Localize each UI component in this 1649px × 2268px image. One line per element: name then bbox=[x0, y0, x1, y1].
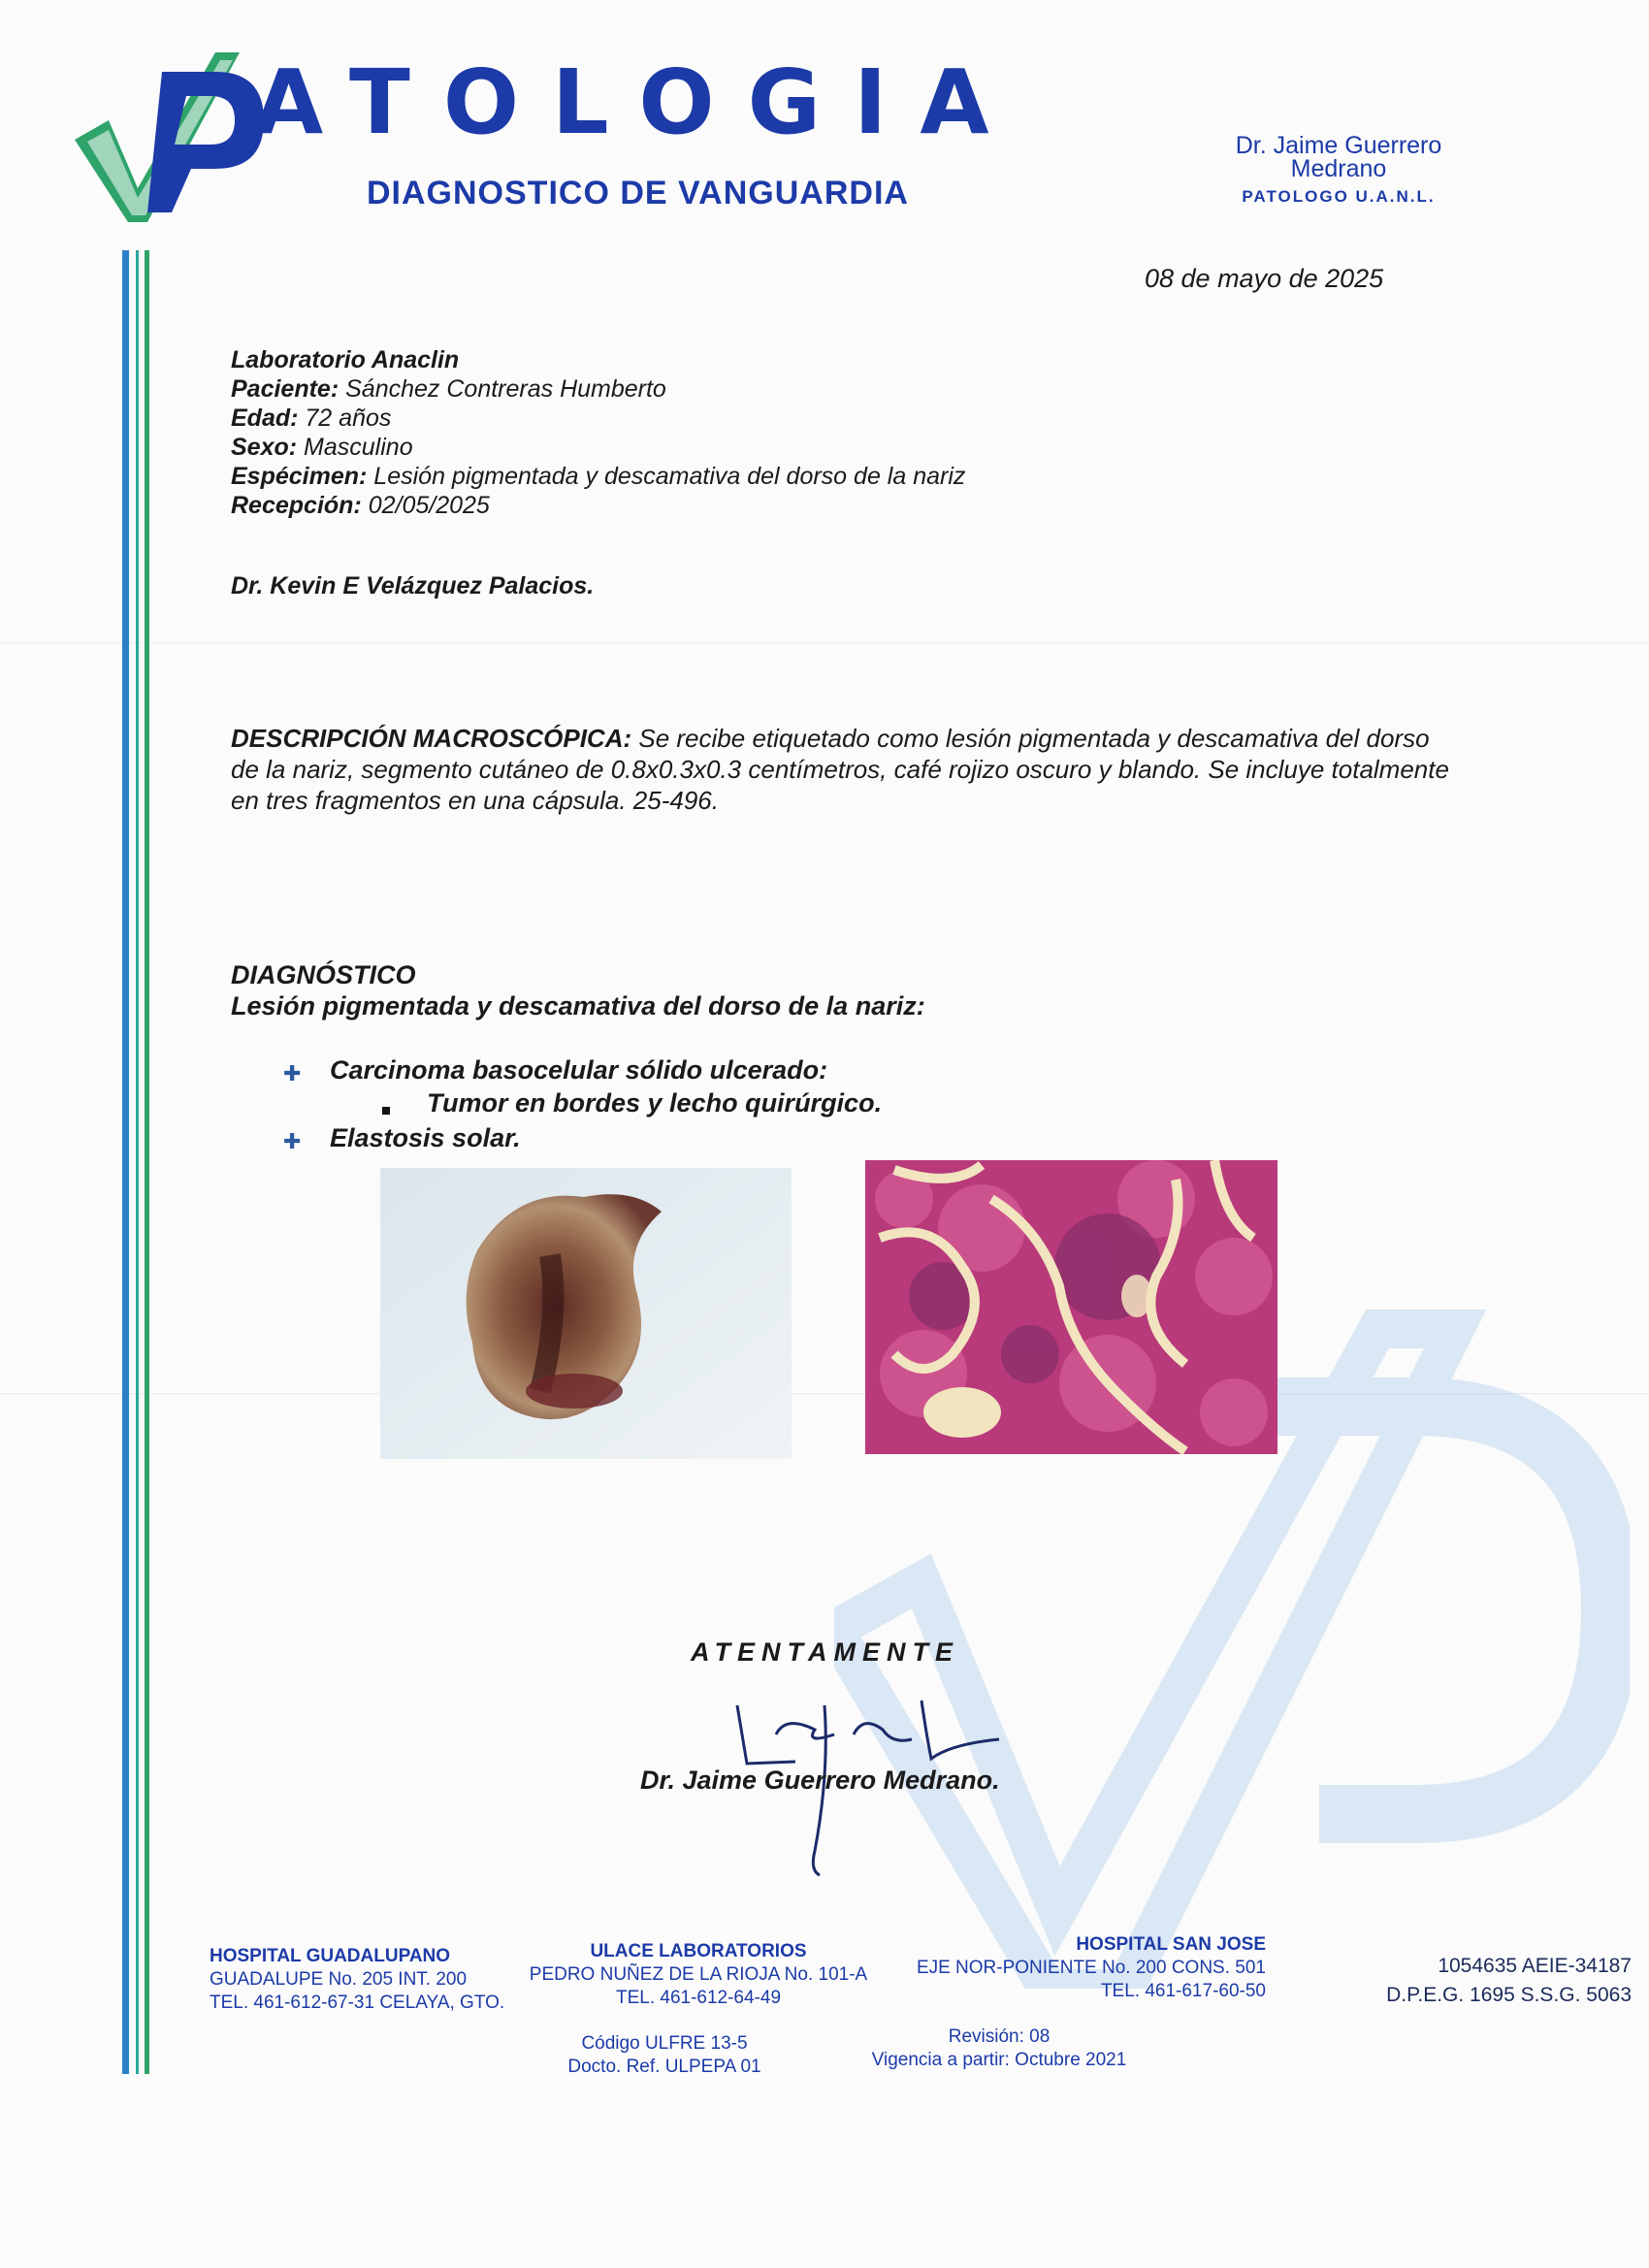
brand-tagline: DIAGNOSTICO DE VANGUARDIA bbox=[367, 175, 909, 211]
footer-validity: Vigencia a partir: Octubre 2021 bbox=[871, 2050, 1127, 2070]
arrow-bullet-icon: ✚ bbox=[283, 1129, 302, 1153]
pathologist-name-line2: Medrano bbox=[1290, 155, 1387, 182]
diagnosis-title: DIAGNÓSTICO bbox=[231, 960, 416, 989]
specimen-photo bbox=[380, 1168, 792, 1459]
patient-label: Paciente: bbox=[231, 375, 340, 403]
patologia-logo-icon bbox=[70, 43, 264, 227]
arrow-bullet-icon: ✚ bbox=[283, 1061, 302, 1085]
margin-bar bbox=[122, 250, 129, 2074]
age-label: Edad: bbox=[231, 405, 299, 432]
patient-row bbox=[231, 374, 965, 404]
reception-value: 02/05/2025 bbox=[368, 492, 490, 519]
footer-hospital2-name: HOSPITAL SAN JOSE bbox=[1076, 1934, 1266, 1955]
sex-label: Sexo: bbox=[231, 434, 298, 461]
diagnosis-item-2: Elastosis solar. bbox=[330, 1123, 521, 1152]
paper-fold bbox=[0, 642, 1649, 645]
age-row bbox=[231, 404, 965, 433]
footer-revision bbox=[844, 2025, 1154, 2072]
macroscopic-description bbox=[231, 723, 1453, 816]
footer-document-code bbox=[524, 2032, 805, 2079]
histology-photo bbox=[865, 1160, 1277, 1454]
pathologist-name bbox=[1135, 134, 1542, 180]
signatory-name: Dr. Jaime Guerrero Medrano. bbox=[640, 1766, 1000, 1795]
footer-code: Código ULFRE 13-5 bbox=[581, 2033, 748, 2054]
brand-name: ATOLOGIA bbox=[254, 50, 1022, 154]
footer-revision-number: Revisión: 08 bbox=[948, 2026, 1051, 2047]
margin-bar bbox=[145, 250, 149, 2074]
pathologist-title: PATOLOGO U.A.N.L. bbox=[1242, 187, 1436, 206]
footer-registration-1: 1054635 AEIE-34187 bbox=[1438, 1955, 1632, 1977]
referring-doctor: Dr. Kevin E Velázquez Palacios. bbox=[231, 572, 595, 599]
sex-row bbox=[231, 433, 965, 462]
footer-hospital1-address: GUADALUPE No. 205 INT. 200 bbox=[210, 1969, 468, 1990]
macroscopic-text: Se recibe etiquetado como lesión pigmentada y descamativa del dorso de la nariz, segmento cutáneo de 0.8x0.3x0.3 centímetros, café rojizo oscuro y blando. Se incluye totalmente en tres fragmentos en una cápsula. 25-496. bbox=[231, 724, 1449, 815]
laboratory-name: Laboratorio Anaclin bbox=[231, 346, 460, 373]
footer-hospital2-phone: TEL. 461-617-60-50 bbox=[1100, 1981, 1266, 2001]
specimen-label: Espécimen: bbox=[231, 463, 368, 490]
square-bullet-icon bbox=[382, 1107, 390, 1115]
footer-ulace-laboratorios bbox=[524, 1940, 873, 2010]
margin-bar bbox=[136, 250, 139, 2074]
patient-value: Sánchez Contreras Humberto bbox=[345, 375, 666, 403]
footer-ref: Docto. Ref. ULPEPA 01 bbox=[567, 2057, 761, 2077]
closing-text: ATENTAMENTE bbox=[691, 1637, 959, 1667]
footer-lab-name: ULACE LABORATORIOS bbox=[590, 1941, 807, 1961]
diagnosis-subitem-1: Tumor en bordes y lecho quirúrgico. bbox=[427, 1088, 883, 1118]
sex-value: Masculino bbox=[304, 434, 413, 461]
macroscopic-label: DESCRIPCIÓN MACROSCÓPICA: bbox=[231, 724, 632, 753]
footer-hospital2-address: EJE NOR-PONIENTE No. 200 CONS. 501 bbox=[916, 1958, 1266, 1978]
footer-lab-address: PEDRO NUÑEZ DE LA RIOJA No. 101-A bbox=[529, 1964, 868, 1985]
footer-lab-phone: TEL. 461-612-64-49 bbox=[615, 1988, 782, 2008]
diagnosis-item-1: Carcinoma basocelular sólido ulcerado: bbox=[330, 1055, 828, 1085]
pathologist-name-line1: Dr. Jaime Guerrero bbox=[1235, 132, 1442, 159]
report-date: 08 de mayo de 2025 bbox=[1145, 264, 1384, 293]
footer-hospital1-name: HOSPITAL GUADALUPANO bbox=[210, 1946, 451, 1966]
footer-hospital-guadalupano bbox=[210, 1945, 504, 2015]
footer-registration-2: D.P.E.G. 1695 S.S.G. 5063 bbox=[1386, 1984, 1632, 2006]
reception-row bbox=[231, 491, 965, 520]
age-value: 72 años bbox=[305, 405, 392, 432]
diagnosis-subtitle: Lesión pigmentada y descamativa del dorso de la nariz: bbox=[231, 991, 925, 1021]
specimen-row bbox=[231, 462, 965, 491]
patient-info bbox=[231, 345, 965, 520]
footer-registrations bbox=[1290, 1952, 1632, 2010]
footer-hospital1-phone: TEL. 461-612-67-31 CELAYA, GTO. bbox=[210, 1993, 505, 2013]
specimen-value: Lesión pigmentada y descamativa del dorso de la nariz bbox=[373, 463, 966, 490]
reception-label: Recepción: bbox=[231, 492, 362, 519]
footer-hospital-san-jose bbox=[892, 1933, 1266, 2003]
